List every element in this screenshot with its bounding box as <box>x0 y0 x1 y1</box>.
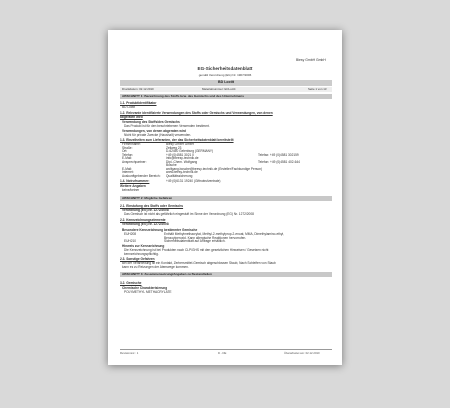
document-subtitle: gemäß Verordnung (EG) Nr. 1907/2006 <box>198 73 252 77</box>
further-info-label: Weitere Angaben <box>120 184 146 188</box>
info-bar <box>120 87 332 92</box>
s12-advised-label: Verwendungen, von denen abgeraten wird <box>122 128 186 133</box>
footer-divider <box>120 349 332 350</box>
euh210-text: Sicherheitsdatenblatt auf Anfrage erhältlich. <box>164 239 226 243</box>
supplier-label: Internet: <box>122 170 134 174</box>
supplier-value: Biesy GmbH GmbH <box>166 142 194 146</box>
s23-text: Bei der Verarbeitung ist ein Kontakt, Zerbersmittel-Gemisch abgeschlossen Staub, Nach Schleifen von Staub <box>122 261 276 265</box>
supplier-value: Dipl.-Chem. Wolfgang <box>166 159 198 164</box>
s12-use-text: Das Produkt ist für den beschriebenen Verwenden bestimmt. <box>124 124 210 128</box>
section1-heading: ABSCHNITT 1: Bezeichnung des Stoffs bzw. des Gemischs und des Unternehmens <box>122 93 244 98</box>
product-name-bar <box>120 80 332 86</box>
s22-title: 2.2. Kennzeichnungselemente <box>120 218 166 222</box>
supplier-value: D-62450 Gelenburg (GERMANY) <box>166 149 214 153</box>
s32-text: POLYMETHYL METHACRYLATE <box>124 290 172 294</box>
page-number: Seite 1 von 13 <box>308 86 327 91</box>
footer-revision: Revisionsnr.: 1 <box>120 351 139 355</box>
document-title: EG-Sicherheitsdatenblatt <box>197 66 253 71</box>
euh210-code: EUH210 <box>124 239 137 243</box>
s13-title: 1.3. Einzelheiten zum Lieferanten, der das Sicherheitsdatenblatt bereitstellt <box>120 138 234 142</box>
s22-reg-label: Verordnung (EG) Nr. 1272/2008 <box>122 222 169 226</box>
s12-use-label: Verwendung des Stoffs/des Gemischs <box>122 120 180 124</box>
s12-advised-text: Nicht für private Zwecke (Haushalt) verwenden. <box>124 132 192 137</box>
s14-title: 1.4. Notrufnummer: <box>120 179 150 183</box>
supplier-label: Auskunftgebender Bereich: <box>122 173 161 178</box>
section3-header <box>120 272 332 277</box>
s22-hint-label: Hinweis zur Kennzeichnung <box>122 244 165 248</box>
s23-text-cont: kann es zu Reizungen der Atemwege kommen. <box>122 264 189 269</box>
s22-hint-text-cont: kennzeichnungspflichtig. <box>124 251 159 256</box>
print-date: Druckdatum: 02.12.2010 <box>122 86 154 91</box>
s21-reg-label: Verordnung (EG) Nr. 1272/2008 <box>122 208 169 212</box>
s23-title: 2.3. Sonstige Gefahren <box>120 257 155 261</box>
supplier-value: Zeilweg 23 <box>166 145 182 150</box>
supplier-value: Qualitätssicherung <box>166 173 193 178</box>
section2-heading: ABSCHNITT 2: Mögliche Gefahren <box>122 195 173 200</box>
supplier-label: E-Mail: <box>122 166 132 171</box>
euh208-text: Enthält Methylmethacrylat, Methyl-2-methylprop-2-enoat, MMA, Dimethylamino-ethyl, <box>164 232 285 236</box>
s32-title: 3.2. Gemische <box>120 281 142 285</box>
supplier-label: Ort: <box>122 149 128 153</box>
footer-language: D - DE <box>218 351 227 355</box>
euh208-code: EUH208 <box>124 232 137 236</box>
supplier-label: Firmenname: <box>122 142 141 146</box>
s12-title: 1.2. Relevante identifizierte Verwendungen des Stoffs oder Gemischs und Verwendungen, von denen <box>120 111 273 115</box>
footer-revised-date: Überarbeitet am: 02.12.2010 <box>284 351 320 355</box>
s21-title: 2.1. Einstufung des Stoffs oder Gemischs <box>120 204 184 208</box>
supplier-value: wolfgang.bosche@beesy-technik.de (Ersteller/Fachkundige Person) <box>166 166 263 171</box>
s21-reg-text: Das Gemisch ist nicht als gefährlich eingestuft im Sinne der Verordnung (EG) Nr. 1272/2008 <box>124 212 254 216</box>
s22-hint-text: Die Kennzeichnung ist bei Produkten nach CLP/GHS mit den gesetzlichen Hinweisen / Gesetzen nicht <box>124 248 269 252</box>
supplier-value: +49 (0)4581 3021 0 <box>166 152 194 157</box>
supplier-value: info@beesy-technik.de <box>166 156 199 160</box>
s32-label: Chemische Charakterisierung <box>122 286 168 290</box>
supplier-value: www.beesy-technik.de <box>166 170 198 174</box>
supplier-label: E-Mail: <box>122 156 132 160</box>
section3-heading: ABSCHNITT 3: Zusammensetzung/Angaben zu Bestandteilen <box>122 271 212 276</box>
supplier-right: Telefax: +49 (0)4581 302159 <box>258 152 299 157</box>
s11-title: 1.1. Produktidentifikator <box>120 101 157 105</box>
supplier-value: Bosche <box>166 163 177 167</box>
section1-header <box>120 94 332 99</box>
supplier-label: Straße: <box>122 145 133 150</box>
document-page <box>108 30 342 365</box>
material-number: Materialnummer: ECLoctit <box>202 86 236 91</box>
supplier-label: Ansprechpartner: <box>122 159 147 164</box>
section2-header <box>120 196 332 201</box>
further-info-text: keine/keiner <box>122 188 140 192</box>
s11-value: BD Loctit <box>122 105 135 109</box>
s22-special-label: Besondere Kennzeichnung bestimmter Gemische <box>122 228 198 232</box>
s14-value: +49 (0)6131 19240 (Giftnotrufzentrale) <box>166 179 221 183</box>
s12-title-cont: abgeraten wird <box>120 115 143 119</box>
company-name: Biesy GmbH GmbH <box>296 58 326 62</box>
supplier-right: Telefon: +49 (0)4581 402-644 <box>258 159 300 164</box>
supplier-label: Telefon: <box>122 152 134 157</box>
euh208-text-cont: Benzoylperoxid. Kann allergische Reaktionen hervorrufen. <box>164 235 247 240</box>
product-name: BD Loctit <box>218 80 234 85</box>
